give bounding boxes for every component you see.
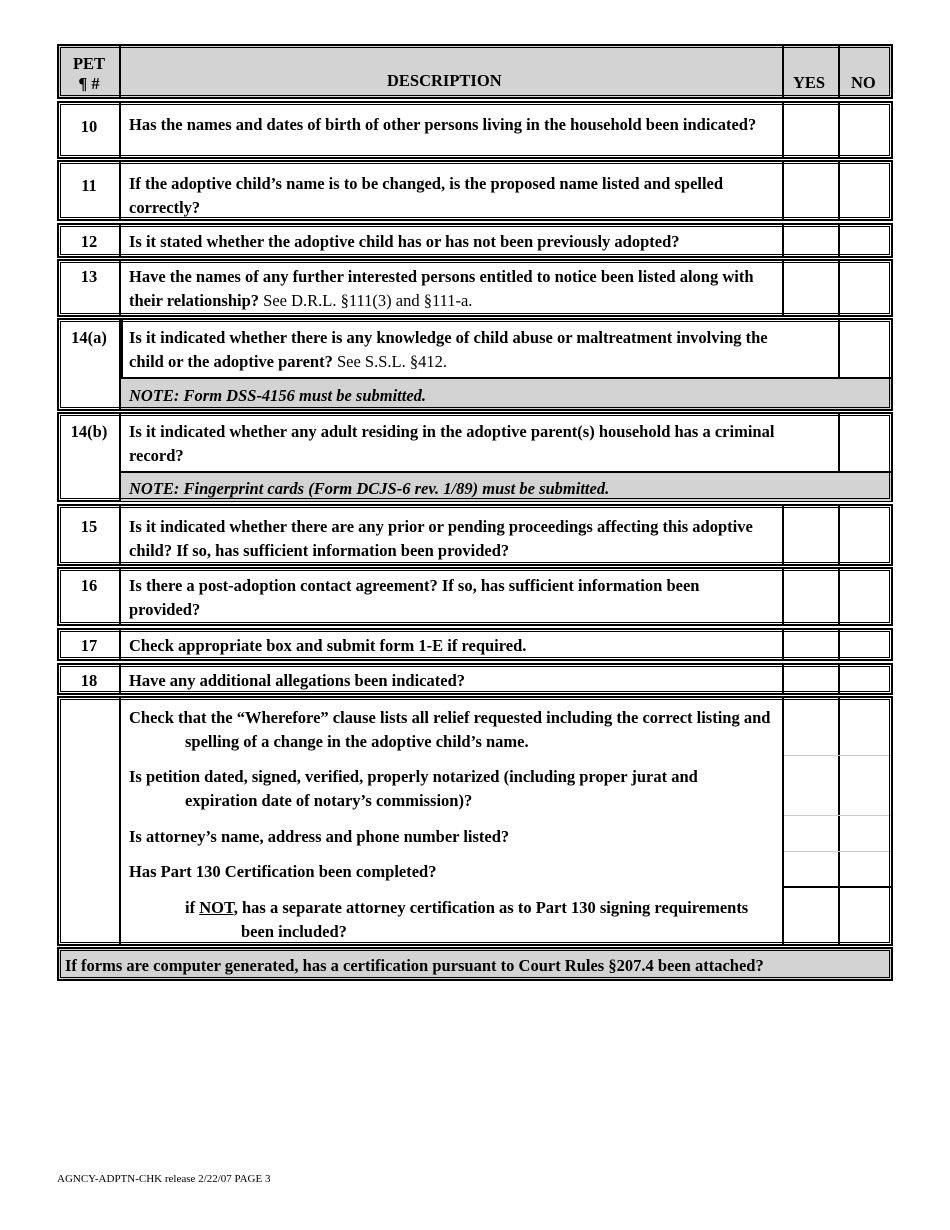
attorney-item: Is attorney’s name, address and phone number listed? [129,827,510,846]
not-word: NOT [199,898,234,917]
part130-followup-item [129,896,774,944]
no-checkbox[interactable] [842,816,891,851]
yes-checkbox[interactable] [784,698,840,755]
row-description: If the adoptive child’s name is to be changed, is the proposed name listed and spelled correctly? [121,162,784,219]
yes-checkbox[interactable] [784,261,840,315]
table-row [57,567,893,626]
no-checkbox[interactable] [840,162,891,219]
row-number: 13 [59,261,121,315]
row-number: 14(a) [59,320,121,409]
row-question: Have the names of any further interested persons entitled to notice been listed along with their relationship? [129,267,754,310]
row-number: 16 [59,569,121,624]
row-description [121,261,784,315]
row-number: 10 [59,103,121,157]
description-header [121,46,784,97]
part130-item: Has Part 130 Certification been completed? [129,862,437,881]
row-number-empty [59,698,121,944]
certification-row [57,947,893,981]
no-checkbox[interactable] [842,698,891,755]
row-description: Is it indicated whether any adult residing in the adoptive parent(s) household has a criminal record? [129,422,775,465]
yes-checkbox[interactable] [784,506,840,564]
row-reference: See D.R.L. §111(3) and §111-a. [259,291,473,310]
row-reference: See S.S.L. §412. [332,352,447,371]
row-description: Is there a post-adoption contact agreement? If so, has sufficient information been provided? [121,569,784,624]
row-number: 18 [59,665,121,693]
no-checkbox[interactable] [840,630,891,659]
yes-header-label: YES [793,73,826,92]
row-number: 12 [59,225,121,256]
yes-checkbox[interactable] [784,162,840,219]
no-checkbox[interactable] [840,225,891,256]
table-row [57,663,893,695]
yes-header [784,46,840,97]
row-number: 14(b) [59,414,121,500]
no-checkbox[interactable] [840,665,891,693]
row-description: Check appropriate box and submit form 1-E if required. [121,630,784,659]
yes-checkbox[interactable] [784,103,840,157]
no-checkbox[interactable] [842,756,891,815]
table-row [57,259,893,317]
row-number: 17 [59,630,121,659]
no-checkbox[interactable] [840,569,891,624]
pet-header [59,46,121,97]
row-number: 15 [59,506,121,564]
certification-text: If forms are computer generated, has a certification pursuant to Court Rules §207.4 been attached? [65,956,764,975]
yes-checkbox[interactable] [784,852,840,886]
row-description: Is it indicated whether there are any prior or pending proceedings affecting this adoptive child? If so, has sufficient information been provided? [121,506,784,564]
divider [121,320,123,378]
final-checks-description [121,698,784,944]
pet-header-line1: PET [72,54,106,73]
row-description [121,320,784,378]
no-checkbox[interactable] [840,103,891,157]
petition-item: Is petition dated, signed, verified, properly notarized (including proper jurat and expiration date of notary’s commission)? [129,767,698,810]
note-row: NOTE: Form DSS-4156 must be submitted. [121,377,891,409]
row-description: Has the names and dates of birth of other persons living in the household been indicated? [121,103,784,157]
yes-checkbox[interactable] [784,414,840,472]
yes-checkbox[interactable] [784,756,840,815]
yes-checkbox[interactable] [784,665,840,693]
no-checkbox[interactable] [840,506,891,564]
table-row [57,223,893,258]
answer-boxes [784,320,891,378]
table-row [57,101,893,159]
followup-text: , has a separate attorney certification as to Part 130 signing requirements been included? [233,898,749,941]
no-checkbox[interactable] [840,414,891,472]
no-header [840,46,891,97]
row-number: 11 [59,162,121,219]
yes-checkbox[interactable] [784,816,840,851]
table-row [57,318,893,411]
table-row [57,412,893,502]
table-row [57,628,893,661]
note-row: NOTE: Fingerprint cards (Form DCJS-6 rev. 1/89) must be submitted. [121,471,891,501]
yes-checkbox[interactable] [784,630,840,659]
row-question: Is it indicated whether there is any knowledge of child abuse or maltreatment involving the child or the adoptive parent? [129,328,768,371]
pet-header-line2: ¶ # [78,74,100,93]
no-checkbox[interactable] [840,261,891,315]
no-header-label: NO [851,73,876,92]
row-description: Is it stated whether the adoptive child has or has not been previously adopted? [121,225,784,256]
no-checkbox[interactable] [842,852,891,886]
yes-checkbox[interactable] [784,888,840,944]
yes-checkbox[interactable] [784,569,840,624]
table-row [57,504,893,566]
final-checks-block [57,696,893,946]
answer-boxes [784,414,891,472]
yes-checkbox[interactable] [784,225,840,256]
no-checkbox[interactable] [840,320,891,378]
row-description: Have any additional allegations been indicated? [121,665,784,693]
page-footer: AGNCY-ADPTN-CHK release 2/22/07 PAGE 3 [57,1173,271,1185]
table-header [57,44,893,99]
no-checkbox[interactable] [842,888,891,944]
if-word: if [185,898,200,917]
yes-checkbox[interactable] [784,320,840,378]
wherefore-item: Check that the “Wherefore” clause lists all relief requested including the correct listing and spelling of a change in the adoptive child’s name. [129,708,771,751]
table-row [57,160,893,221]
description-header-label: DESCRIPTION [387,71,502,90]
